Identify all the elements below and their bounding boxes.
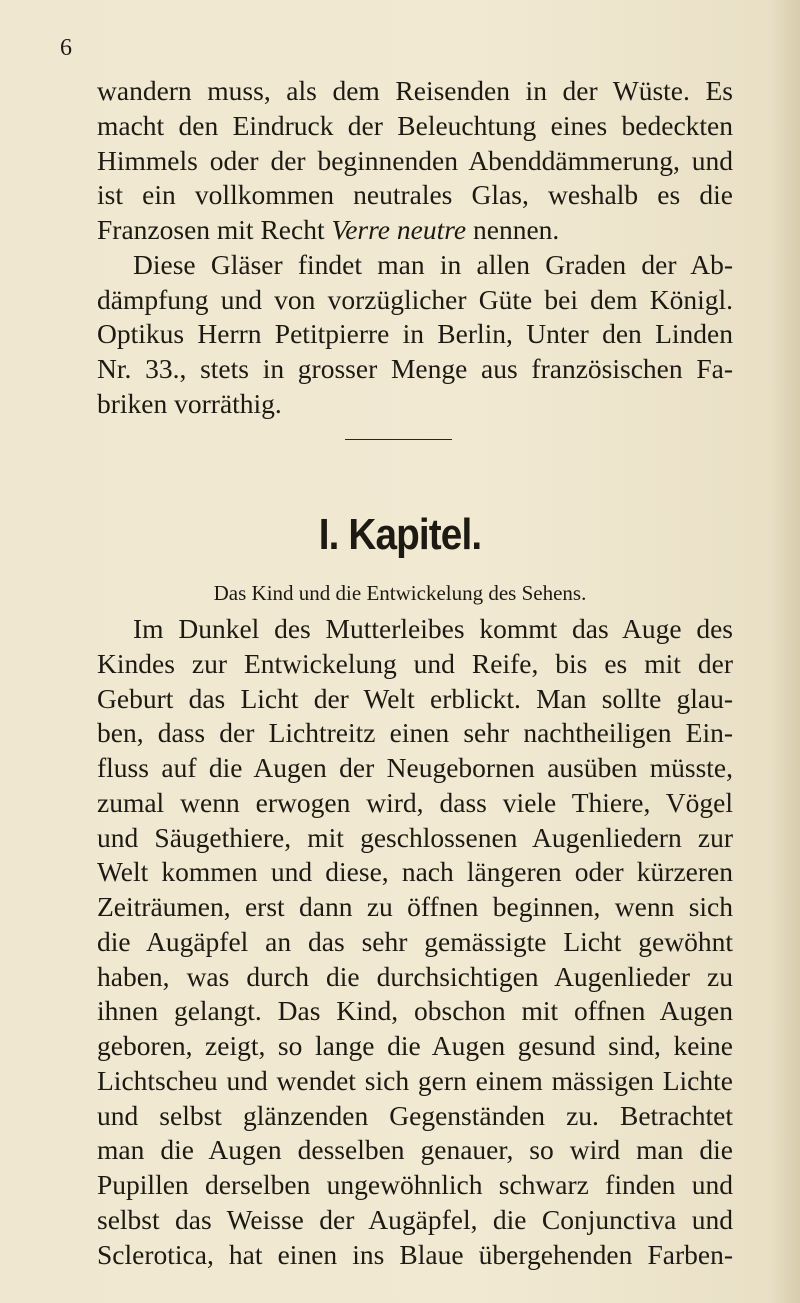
text-line: [97, 213, 733, 248]
text-line: dämpfung und von vorzüglicher Güte bei dem Königl.: [97, 283, 733, 315]
text-line: Im Dunkel des Mutterleibes kommt das Auge des: [133, 613, 733, 644]
text-line: ihnen gelangt. Das Kind, obschon mit offnen Augen: [97, 995, 733, 1027]
text-line: und Säugethiere, mit geschlossenen Augenliedern zur: [97, 821, 733, 853]
page-number: 6: [60, 35, 72, 61]
text-line: Lichtscheu und wendet sich gern einem mässigen Lichte: [97, 1064, 733, 1096]
text-line: ist ein vollkommen neutrales Glas, weshalb es die: [97, 179, 733, 211]
text-line: macht den Eindruck der Beleuchtung eines bedeckten: [97, 109, 733, 141]
text-line: Pupillen derselben ungewöhnlich schwarz finden und: [97, 1169, 733, 1200]
italic-phrase: Verre neutre: [331, 214, 467, 245]
section-divider: [345, 439, 452, 440]
text-line: Geburt das Licht der Welt erblickt. Man sollte glau-: [97, 682, 733, 714]
text-line: Sclerotica, hat einen ins Blaue übergehenden Farben-: [97, 1238, 733, 1270]
text-line: Optikus Herrn Petitpierre in Berlin, Unter den Linden: [97, 318, 733, 350]
text-line: geboren, zeigt, so lange die Augen gesund sind, keine: [97, 1030, 733, 1061]
chapter-title: I. Kapitel.: [318, 510, 482, 559]
text-line: und selbst glänzenden Gegenständen zu. Betrachtet: [97, 1099, 733, 1131]
text-line: fluss auf die Augen der Neugebornen ausüben müsste,: [97, 752, 733, 783]
text-segment: Franzosen mit Recht: [97, 214, 332, 245]
chapter-paragraph: [97, 612, 733, 1272]
text-line: Zeiträumen, erst dann zu öffnen beginnen, wenn sich: [97, 891, 733, 922]
text-line: Himmels oder der beginnenden Abenddämmerung, und: [97, 144, 733, 176]
text-line: Nr. 33., stets in grosser Menge aus französischen Fa-: [97, 353, 733, 384]
text-line: Kindes zur Entwickelung und Reife, bis es mit der: [97, 647, 733, 679]
text-line: Welt kommen und diese, nach längeren oder kürzeren: [97, 856, 733, 888]
text-line: haben, was durch die durchsichtigen Augenlieder zu: [97, 960, 733, 992]
text-segment: nennen.: [466, 214, 560, 245]
text-line: Diese Gläser findet man in allen Graden der Ab-: [133, 248, 733, 280]
text-line: die Augäpfel an das sehr gemässigte Licht gewöhnt: [97, 925, 733, 957]
text-line: wandern muss, als dem Reisenden in der Wüste. Es: [97, 75, 733, 106]
text-line: briken vorräthig.: [97, 387, 282, 419]
text-line: selbst das Weisse der Augäpfel, die Conjunctiva und: [97, 1203, 733, 1235]
paragraph-continuation: [97, 74, 733, 422]
text-line: ben, dass der Lichtreitz einen sehr nachtheiligen Ein-: [97, 717, 733, 749]
text-line: zumal wenn erwogen wird, dass viele Thiere, Vögel: [97, 786, 733, 818]
chapter-subtitle: Das Kind und die Entwickelung des Sehens.: [213, 581, 587, 605]
text-line: man die Augen desselben genauer, so wird man die: [97, 1134, 733, 1166]
